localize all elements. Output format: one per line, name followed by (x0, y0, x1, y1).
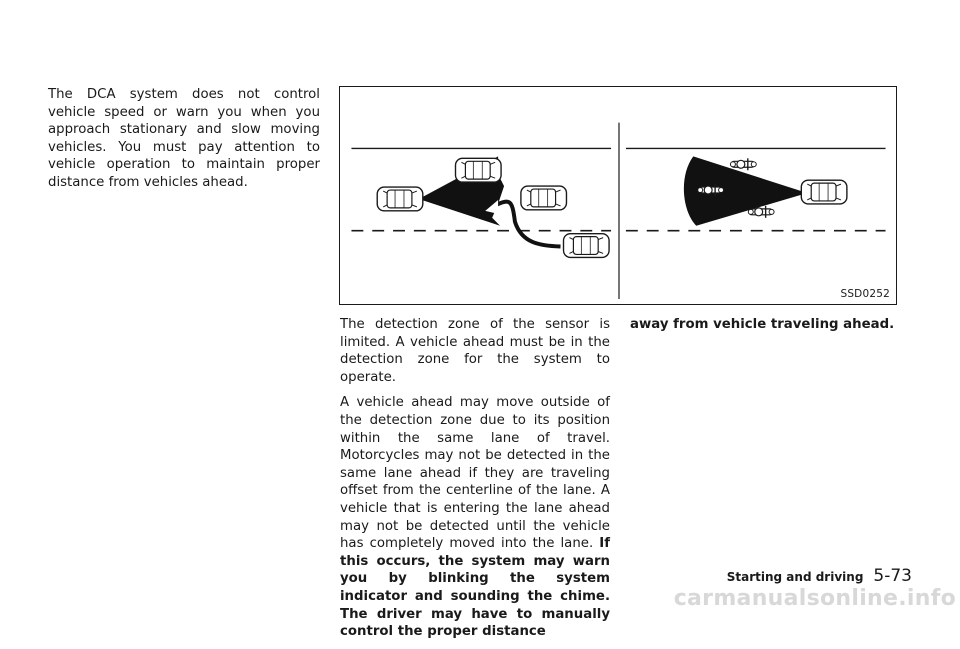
vehicle-ahead-icon (521, 186, 567, 210)
right-column-text (630, 316, 898, 342)
site-watermark: carmanualsonline.info (673, 586, 956, 611)
page-footer (727, 566, 912, 586)
own-vehicle-icon (377, 187, 423, 211)
continued-bold-warning: away from vehicle traveling ahead. (630, 317, 895, 332)
own-vehicle-icon (801, 180, 847, 204)
left-column-text (48, 86, 320, 200)
vehicle-entering-lane-icon (564, 234, 610, 258)
dca-warning-paragraph: The DCA system does not control vehicle speed or warn you when you approach stationary and slow moving vehicles. You must pay attention to vehicle operation to maintain proper distance from vehicles ahead. (48, 87, 320, 190)
page-number: 5-73 (873, 566, 912, 586)
vehicle-outside-zone-paragraph (340, 394, 610, 640)
detection-zone-diagram (340, 87, 896, 304)
middle-column-text (340, 316, 610, 649)
right-panel-motorcycle-scene (626, 148, 886, 230)
paragraph-bold-warning: If this occurs, the system may warn you by blinking the system indicator and sounding the chime. The driver may have to manually control the proper distance (340, 536, 610, 640)
motorcycle-offset-left-icon (730, 158, 756, 170)
detection-zone-paragraph: The detection zone of the sensor is limited. A vehicle ahead must be in the detection zone for the system to operate. (340, 317, 610, 385)
figure-code: SSD0252 (840, 288, 890, 300)
footer-section-title: Starting and driving (726, 570, 864, 584)
detection-zone-figure (339, 86, 897, 305)
vehicle-adjacent-lane-icon (455, 158, 501, 182)
left-panel-lane-change-scene (351, 148, 611, 257)
paragraph-normal-text: A vehicle ahead may move outside of the detection zone due to its position within the same lane of travel. Motorcycles may not be detected in the same lane ahead if they are traveling offset from the centerline of the lane. A vehicle that is entering the lane ahead may not be detected until the vehicle has completely moved into the lane. (340, 395, 610, 552)
